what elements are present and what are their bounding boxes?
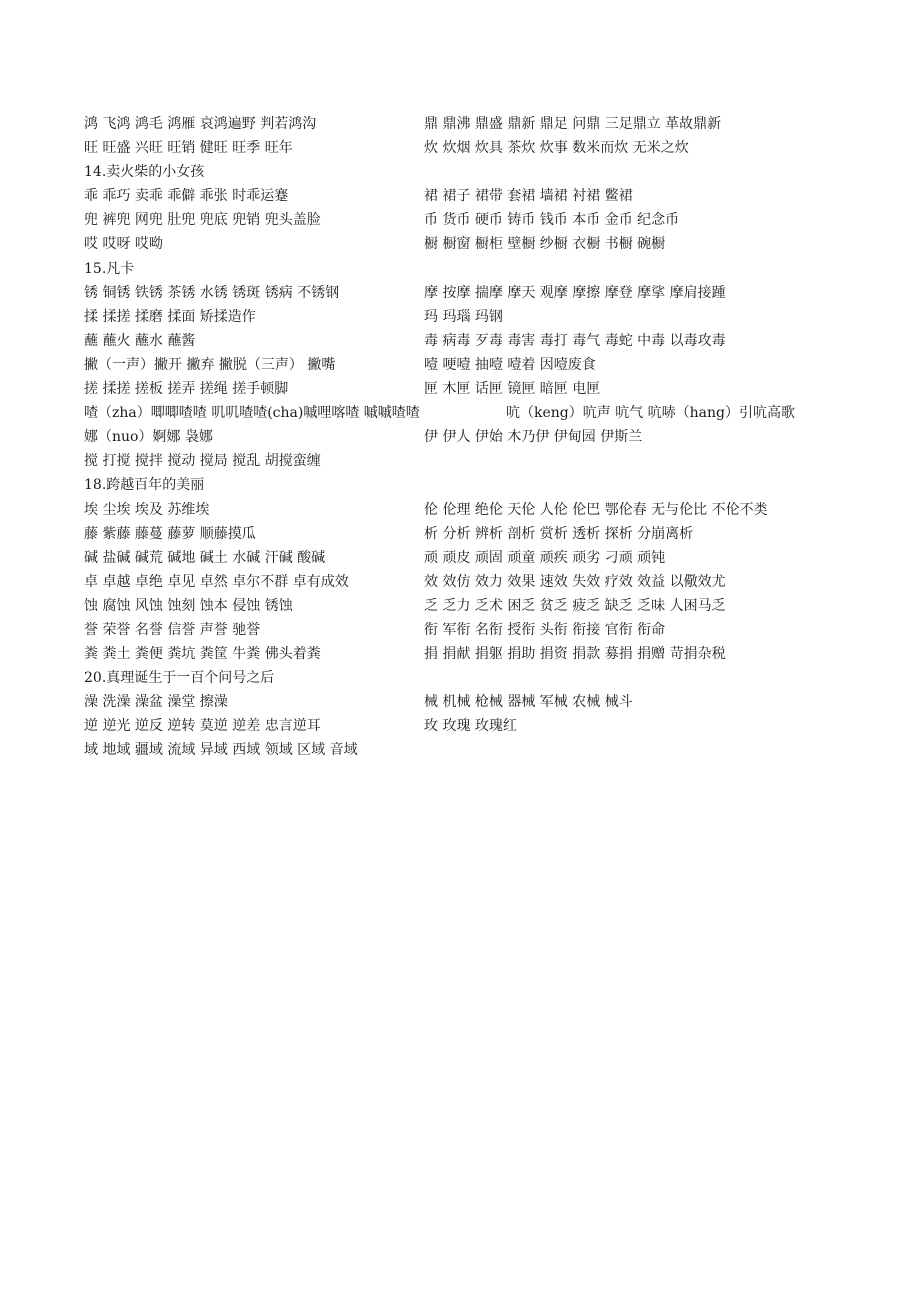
word-row (84, 449, 884, 473)
word-group-left: 兜 裤兜 网兜 肚兜 兜底 兜销 兜头盖脸 (84, 212, 321, 229)
word-row (84, 112, 884, 136)
word-row (84, 353, 884, 377)
vocabulary-sheet (84, 112, 884, 763)
word-group-right: 裙 裙子 裙带 套裙 墙裙 衬裙 鳖裙 (424, 188, 633, 205)
word-group-left: 澡 洗澡 澡盆 澡堂 擦澡 (84, 694, 228, 711)
word-group-left: 乖 乖巧 卖乖 乖僻 乖张 时乖运蹇 (84, 188, 289, 205)
word-group-right: 玫 玫瑰 玫瑰红 (424, 718, 517, 735)
word-group-left: 蘸 蘸火 蘸水 蘸酱 (84, 332, 196, 349)
word-group-right: 噎 哽噎 抽噎 噎着 因噎废食 (424, 356, 596, 373)
lesson-heading: 15.凡卡 (84, 260, 135, 277)
word-group-left: 鸿 飞鸿 鸿毛 鸿雁 哀鸿遍野 判若鸿沟 (84, 116, 317, 132)
lesson-heading-row (84, 473, 884, 497)
word-group-left: 埃 尘埃 埃及 苏维埃 (84, 501, 210, 518)
lesson-heading-row (84, 666, 884, 690)
word-group-left: 誉 荣誉 名誉 信誉 声誉 驰誉 (84, 621, 261, 638)
word-row (84, 570, 884, 594)
word-group-left: 锈 铜锈 铁锈 茶锈 水锈 锈斑 锈病 不锈钢 (84, 284, 340, 301)
word-row (84, 714, 884, 738)
word-row (84, 184, 884, 208)
word-row (84, 281, 884, 305)
word-group-left: 藤 紫藤 藤蔓 藤萝 顺藤摸瓜 (84, 525, 256, 542)
word-group-right: 吭（keng）吭声 吭气 吭哧（hang）引吭高歌 (506, 405, 795, 422)
word-group-right: 伊 伊人 伊始 木乃伊 伊甸园 伊斯兰 (424, 429, 643, 446)
word-row (84, 618, 884, 642)
word-row (84, 232, 884, 256)
word-group-left: 碱 盐碱 碱荒 碱地 碱土 水碱 汗碱 酸碱 (84, 549, 326, 566)
word-group-right: 鼎 鼎沸 鼎盛 鼎新 鼎足 问鼎 三足鼎立 革故鼎新 (424, 116, 722, 132)
word-group-left: 撇（一声）撇开 撇弃 撇脱（三声） 撇嘴 (84, 356, 336, 373)
word-group-right: 乏 乏力 乏术 困乏 贫乏 疲乏 缺乏 乏味 人困马乏 (424, 597, 726, 614)
word-group-left: 哎 哎呀 哎呦 (84, 236, 163, 253)
word-group-right: 析 分析 辨析 剖析 赏析 透析 探析 分崩离析 (424, 525, 694, 542)
word-row (84, 401, 884, 425)
word-group-left: 搓 揉搓 搓板 搓弄 搓绳 搓手顿脚 (84, 381, 289, 398)
word-group-right: 币 货币 硬币 铸币 钱币 本币 金币 纪念币 (424, 212, 680, 229)
word-group-right: 摩 按摩 揣摩 摩天 观摩 摩擦 摩登 摩挲 摩肩接踵 (424, 284, 726, 301)
word-row (84, 377, 884, 401)
lesson-heading: 20.真理诞生于一百个问号之后 (84, 670, 275, 687)
lesson-heading: 18.跨越百年的美丽 (84, 477, 205, 494)
word-row (84, 329, 884, 353)
word-row (84, 690, 884, 714)
word-group-right: 毒 病毒 歹毒 毒害 毒打 毒气 毒蛇 中毒 以毒攻毒 (424, 332, 726, 349)
word-row (84, 425, 884, 449)
word-row (84, 522, 884, 546)
word-row (84, 208, 884, 232)
lesson-heading: 14.卖火柴的小女孩 (84, 164, 205, 181)
word-group-left: 喳（zha）唧唧喳喳 叽叽喳喳(cha)嘁哩喀喳 嘁嘁喳喳 (84, 405, 420, 422)
lesson-heading-row (84, 160, 884, 184)
word-group-left: 蚀 腐蚀 风蚀 蚀刻 蚀本 侵蚀 锈蚀 (84, 597, 293, 614)
word-group-left: 旺 旺盛 兴旺 旺销 健旺 旺季 旺年 (84, 140, 293, 157)
word-group-left: 卓 卓越 卓绝 卓见 卓然 卓尔不群 卓有成效 (84, 573, 349, 590)
word-row (84, 136, 884, 160)
word-group-right: 顽 顽皮 顽固 顽童 顽疾 顽劣 刁顽 顽钝 (424, 549, 666, 566)
word-row (84, 738, 884, 762)
word-group-left: 粪 粪土 粪便 粪坑 粪筐 牛粪 佛头着粪 (84, 646, 321, 663)
word-group-right: 伦 伦理 绝伦 天伦 人伦 伦巴 鄂伦春 无与伦比 不伦不类 (424, 501, 768, 518)
word-group-left: 搅 打搅 搅拌 搅动 搅局 搅乱 胡搅蛮缠 (84, 453, 321, 470)
word-row (84, 498, 884, 522)
word-row (84, 546, 884, 570)
word-group-right: 衔 军衔 名衔 授衔 头衔 衔接 官衔 衔命 (424, 621, 666, 638)
word-group-right: 捐 捐献 捐躯 捐助 捐资 捐款 募捐 捐赠 苛捐杂税 (424, 646, 726, 663)
word-row (84, 594, 884, 618)
word-row (84, 642, 884, 666)
word-group-right: 匣 木匣 话匣 镜匣 暗匣 电匣 (424, 381, 601, 398)
word-group-left: 域 地域 疆域 流域 异域 西域 领域 区域 音域 (84, 742, 358, 759)
word-group-right: 械 机械 枪械 器械 军械 农械 械斗 (424, 694, 633, 711)
word-group-right: 效 效仿 效力 效果 速效 失效 疗效 效益 以儆效尤 (424, 573, 726, 590)
word-group-right: 橱 橱窗 橱柜 壁橱 纱橱 衣橱 书橱 碗橱 (424, 236, 666, 253)
word-row (84, 305, 884, 329)
word-group-left: 娜（nuo）婀娜 袅娜 (84, 429, 213, 446)
word-group-right: 玛 玛瑙 玛钢 (424, 308, 503, 325)
word-group-left: 逆 逆光 逆反 逆转 莫逆 逆差 忠言逆耳 (84, 718, 321, 735)
word-group-left: 揉 揉搓 揉磨 揉面 矫揉造作 (84, 308, 256, 325)
word-group-right: 炊 炊烟 炊具 茶炊 炊事 数米而炊 无米之炊 (424, 140, 689, 157)
lesson-heading-row (84, 257, 884, 281)
